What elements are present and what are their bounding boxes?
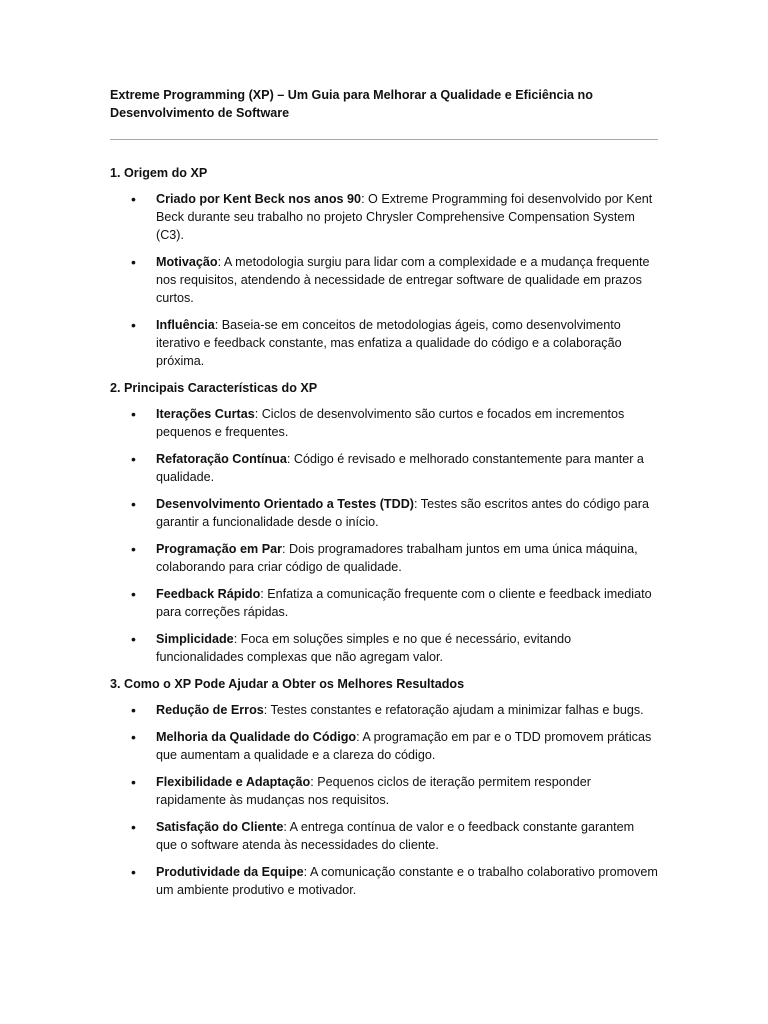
item-term: Programação em Par (156, 542, 282, 556)
list-item (110, 450, 658, 486)
item-term: Feedback Rápido (156, 587, 261, 601)
list-item (110, 190, 658, 244)
list-item (110, 585, 658, 621)
item-term: Flexibilidade e Adaptação (156, 775, 311, 789)
list-item (110, 316, 658, 370)
section-results (110, 675, 658, 899)
item-text: : Ciclos de desenvolvimento são curtos e focados em incrementos pequenos e frequentes. (156, 407, 625, 439)
document-title: Extreme Programming (XP) – Um Guia para Melhorar a Qualidade e Eficiência no Desenvolvimento de Software (110, 88, 593, 120)
item-text: : A metodologia surgiu para lidar com a complexidade e a mudança frequente nos requisitos, atendendo à necessidade de entregar software de qualidade em prazos curtos. (156, 255, 650, 305)
item-text: : A entrega contínua de valor e o feedback constante garantem que o software atenda às necessidades do cliente. (156, 820, 635, 852)
section-heading: 1. Origem do XP (110, 166, 208, 180)
bullet-list (110, 190, 658, 370)
item-term: Redução de Erros (156, 703, 264, 717)
item-text: : Testes são escritos antes do código para garantir a funcionalidade desde o início. (156, 497, 649, 529)
list-item (110, 540, 658, 576)
list-item (110, 863, 658, 899)
item-term: Influência (156, 318, 215, 332)
title-divider (110, 139, 658, 140)
item-term: Desenvolvimento Orientado a Testes (TDD) (156, 497, 414, 511)
item-text: : O Extreme Programming foi desenvolvido por Kent Beck durante seu trabalho no projeto Chrysler Comprehensive Compensation System (C3). (156, 192, 653, 242)
item-term: Refatoração Contínua (156, 452, 287, 466)
item-text: : A comunicação constante e o trabalho colaborativo promovem um ambiente produtivo e motivador. (156, 865, 658, 897)
item-term: Simplicidade (156, 632, 234, 646)
item-text: : A programação em par e o TDD promovem práticas que aumentam a qualidade e a clareza do código. (156, 730, 652, 762)
item-text: : Baseia-se em conceitos de metodologias ágeis, como desenvolvimento iterativo e feedback constante, mas enfatiza a qualidade do código e a colaboração próxima. (156, 318, 622, 368)
list-item (110, 630, 658, 666)
list-item (110, 405, 658, 441)
bullet-list (110, 701, 658, 899)
section-origin (110, 164, 658, 370)
item-text: : Dois programadores trabalham juntos em uma única máquina, colaborando para criar código de qualidade. (156, 542, 638, 574)
list-item (110, 253, 658, 307)
item-term: Melhoria da Qualidade do Código (156, 730, 357, 744)
item-term: Satisfação do Cliente (156, 820, 284, 834)
bullet-list (110, 405, 658, 666)
list-item (110, 728, 658, 764)
item-text: : Enfatiza a comunicação frequente com o cliente e feedback imediato para correções rápidas. (156, 587, 652, 619)
section-heading: 3. Como o XP Pode Ajudar a Obter os Melhores Resultados (110, 677, 465, 691)
item-text: : Foca em soluções simples e no que é necessário, evitando funcionalidades complexas que não agregam valor. (156, 632, 572, 664)
item-text: : Pequenos ciclos de iteração permitem responder rapidamente às mudanças nos requisitos. (156, 775, 591, 807)
item-term: Iterações Curtas (156, 407, 255, 421)
list-item (110, 818, 658, 854)
item-text: : Testes constantes e refatoração ajudam a minimizar falhas e bugs. (263, 703, 644, 717)
section-characteristics (110, 379, 658, 666)
item-term: Produtividade da Equipe (156, 865, 304, 879)
section-heading: 2. Principais Características do XP (110, 381, 318, 395)
item-term: Criado por Kent Beck nos anos 90 (156, 192, 362, 206)
list-item (110, 701, 658, 719)
list-item (110, 773, 658, 809)
list-item (110, 495, 658, 531)
item-term: Motivação (156, 255, 218, 269)
item-text: : Código é revisado e melhorado constantemente para manter a qualidade. (156, 452, 644, 484)
